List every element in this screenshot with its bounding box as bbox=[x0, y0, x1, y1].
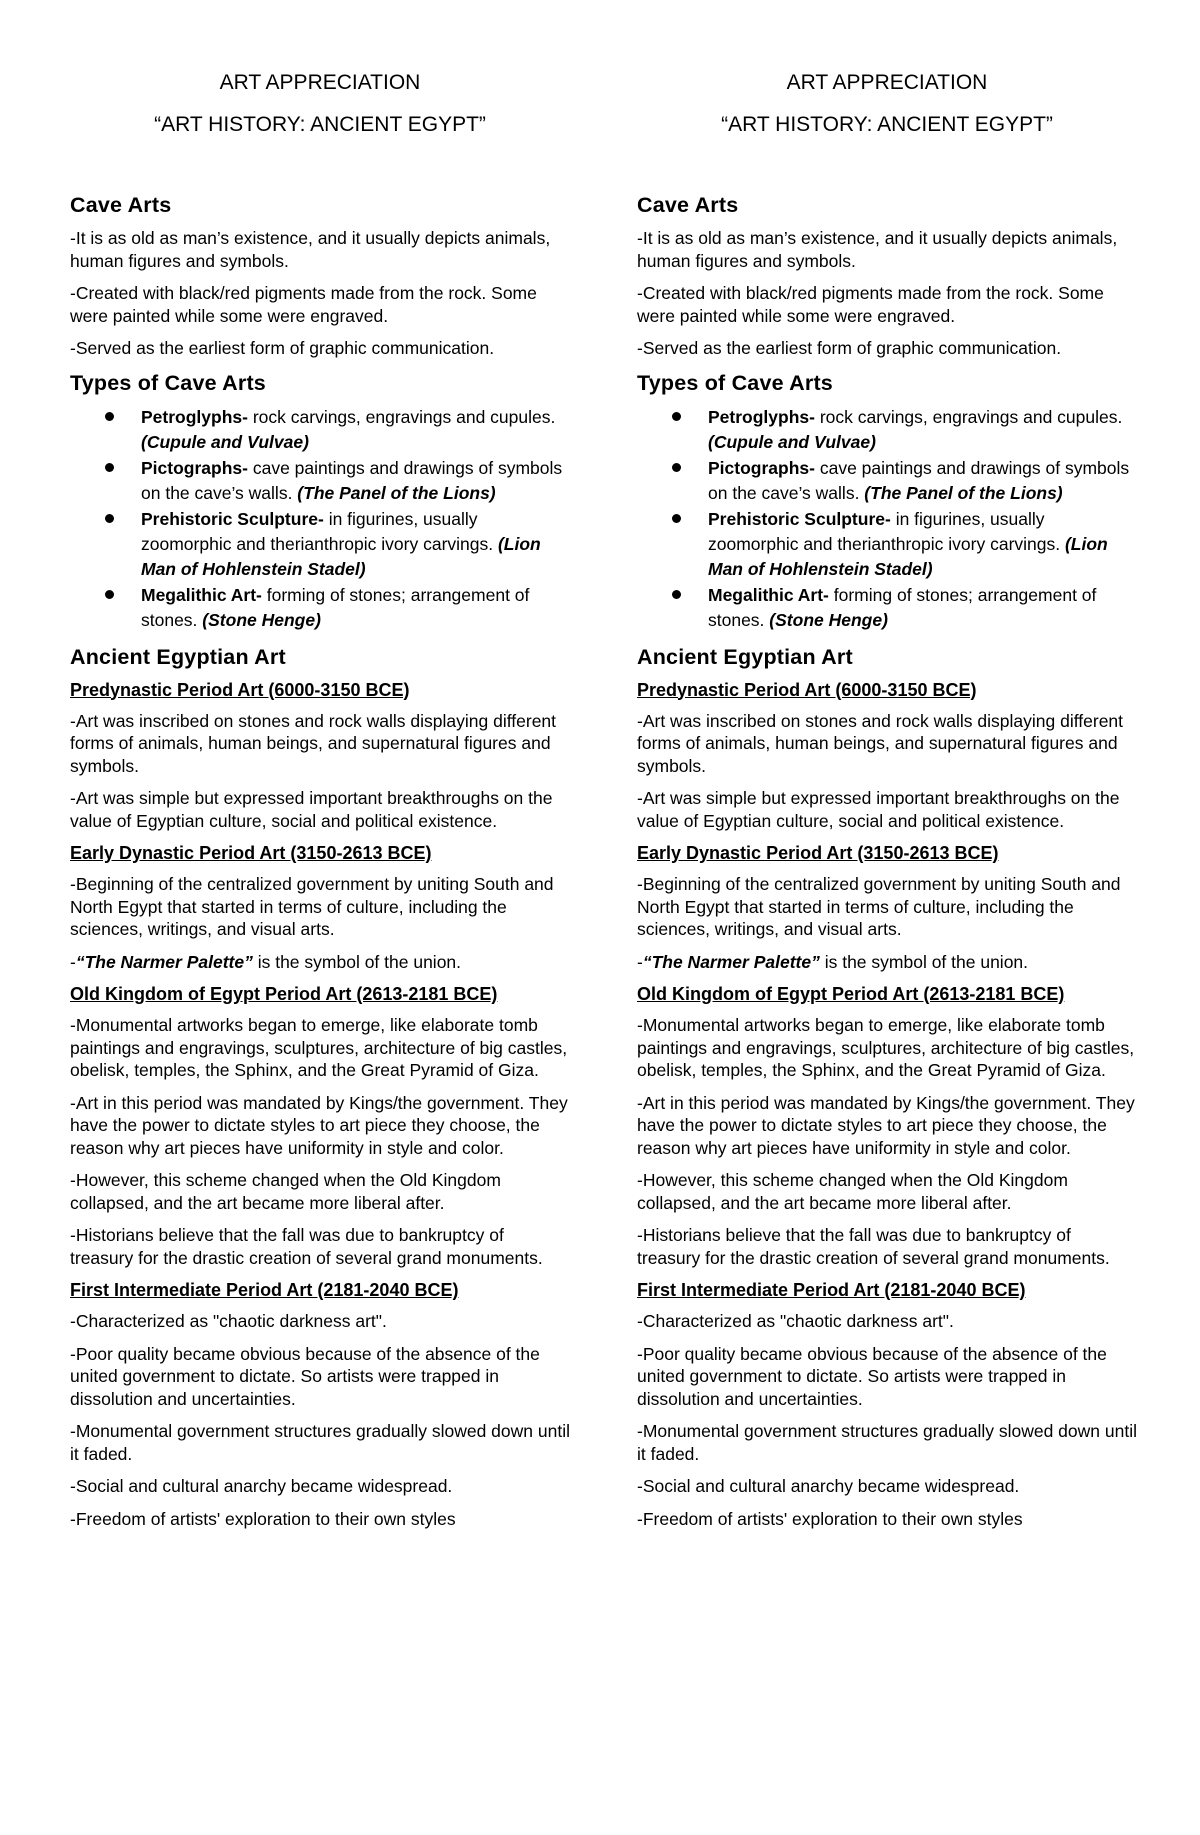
paragraph: -Served as the earliest form of graphic communication. bbox=[637, 338, 1062, 358]
paragraph: -Historians believe that the fall was due to bankruptcy of treasury for the drastic creation of several grand monuments. bbox=[70, 1225, 543, 1268]
paragraph: -Beginning of the centralized government by uniting South and North Egypt that started in terms of culture, including the sciences, writings, and visual arts. bbox=[637, 874, 1121, 939]
paragraph: -Freedom of artists' exploration to their own styles bbox=[637, 1508, 1023, 1529]
term: Prehistoric Sculpture- bbox=[708, 508, 891, 529]
list-item bbox=[637, 405, 1137, 455]
period-title-early-dynastic: Early Dynastic Period Art (3150-2613 BCE) bbox=[637, 843, 999, 863]
doc-title: ART APPRECIATION bbox=[786, 71, 988, 94]
paragraph: -Social and cultural anarchy became widespread. bbox=[637, 1476, 1020, 1496]
term: Petroglyphs- bbox=[708, 406, 815, 427]
list-item bbox=[637, 507, 1137, 582]
description: cave paintings and drawings of symbols on the cave’s walls. bbox=[141, 457, 563, 503]
paragraph: -Created with black/red pigments made from the rock. Some were painted while some were engraved. bbox=[637, 283, 1104, 326]
description: in figurines, usually zoomorphic and therianthropic ivory carvings. bbox=[708, 508, 1065, 554]
bullet-icon bbox=[672, 590, 681, 599]
cave-art-types-list bbox=[637, 405, 1137, 633]
description: forming of stones; arrangement of stones. bbox=[708, 584, 1097, 630]
paragraph: -Monumental artworks began to emerge, like elaborate tomb paintings and engravings, sculptures, architecture of big castles, obelisk, temples, the Sphinx, and the Great Pyramid of Giza. bbox=[70, 1015, 568, 1080]
paragraph: -Poor quality became obvious because of the absence of the united government to dictate. So artists were trapped in dissolution and uncertainties. bbox=[637, 1343, 1107, 1409]
doc-subtitle: “ART HISTORY: ANCIENT EGYPT” bbox=[721, 113, 1053, 136]
paragraph: -Characterized as "chaotic darkness art". bbox=[637, 1311, 954, 1331]
section-heading-egypt: Ancient Egyptian Art bbox=[637, 644, 853, 669]
list-item bbox=[637, 456, 1137, 506]
artwork-name: “The Narmer Palette” bbox=[642, 951, 820, 972]
list-item bbox=[70, 405, 570, 455]
term: Petroglyphs- bbox=[141, 406, 248, 427]
period-title-predynastic: Predynastic Period Art (6000-3150 BCE) bbox=[70, 679, 410, 700]
paragraph: -Monumental government structures gradually slowed down until it faded. bbox=[637, 1421, 1137, 1464]
description: rock carvings, engravings and cupules. bbox=[814, 406, 1123, 427]
paragraph: -It is as old as man’s existence, and it usually depicts animals, human figures and symbols. bbox=[637, 228, 1118, 271]
paragraph: -Monumental government structures gradually slowed down until it faded. bbox=[70, 1421, 570, 1464]
period-title-early-dynastic: Early Dynastic Period Art (3150-2613 BCE) bbox=[70, 843, 432, 863]
list-item bbox=[70, 507, 570, 582]
text: is the symbol of the union. bbox=[252, 951, 462, 972]
paragraph: -Freedom of artists' exploration to their own styles bbox=[70, 1508, 456, 1529]
example: (Lion Man of Hohlenstein Stadel) bbox=[141, 533, 541, 579]
example: (The Panel of the Lions) bbox=[297, 482, 496, 503]
term: Prehistoric Sculpture- bbox=[141, 508, 324, 529]
period-title-predynastic: Predynastic Period Art (6000-3150 BCE) bbox=[637, 679, 977, 700]
handout-column-left bbox=[70, 70, 570, 1540]
paragraph: -Created with black/red pigments made from the rock. Some were painted while some were engraved. bbox=[70, 283, 537, 326]
doc-title: ART APPRECIATION bbox=[219, 71, 421, 94]
period-title-first-intermediate: First Intermediate Period Art (2181-2040 BCE) bbox=[637, 1280, 1026, 1300]
paragraph: -Monumental artworks began to emerge, like elaborate tomb paintings and engravings, sculptures, architecture of big castles, obelisk, temples, the Sphinx, and the Great Pyramid of Giza. bbox=[637, 1015, 1135, 1080]
paragraph: -Art was inscribed on stones and rock walls displaying different forms of animals, human beings, and supernatural figures and symbols. bbox=[70, 710, 557, 776]
description: forming of stones; arrangement of stones. bbox=[141, 584, 530, 630]
bullet-icon bbox=[105, 463, 114, 472]
paragraph: -Art was simple but expressed important breakthroughs on the value of Egyptian culture, social and political existence. bbox=[637, 788, 1120, 831]
description: rock carvings, engravings and cupules. bbox=[247, 406, 556, 427]
description: cave paintings and drawings of symbols on the cave’s walls. bbox=[708, 457, 1130, 503]
paragraph: -Art in this period was mandated by Kings/the government. They have the power to dictate styles to art piece they choose, the reason why art pieces have uniformity in style and color. bbox=[70, 1092, 568, 1158]
example: (The Panel of the Lions) bbox=[864, 482, 1063, 503]
paragraph-narmer bbox=[70, 951, 570, 974]
period-title-first-intermediate: First Intermediate Period Art (2181-2040 BCE) bbox=[70, 1280, 459, 1300]
paragraph: -Historians believe that the fall was due to bankruptcy of treasury for the drastic creation of several grand monuments. bbox=[637, 1225, 1110, 1268]
section-heading-types: Types of Cave Arts bbox=[637, 370, 833, 395]
example: (Cupule and Vulvae) bbox=[708, 431, 876, 452]
period-title-old-kingdom: Old Kingdom of Egypt Period Art (2613-2181 BCE) bbox=[70, 984, 498, 1004]
term: Pictographs- bbox=[708, 457, 815, 478]
paragraph: -However, this scheme changed when the Old Kingdom collapsed, and the art became more liberal after. bbox=[70, 1170, 501, 1213]
example: (Cupule and Vulvae) bbox=[141, 431, 309, 452]
example: (Stone Henge) bbox=[769, 609, 888, 630]
paragraph: -Poor quality became obvious because of the absence of the united government to dictate. So artists were trapped in dissolution and uncertainties. bbox=[70, 1343, 540, 1409]
paragraph: -Art was simple but expressed important breakthroughs on the value of Egyptian culture, social and political existence. bbox=[70, 788, 553, 831]
paragraph: -Social and cultural anarchy became widespread. bbox=[70, 1476, 453, 1496]
dash: - bbox=[637, 951, 643, 972]
description: in figurines, usually zoomorphic and therianthropic ivory carvings. bbox=[141, 508, 498, 554]
paragraph: -However, this scheme changed when the Old Kingdom collapsed, and the art became more liberal after. bbox=[637, 1170, 1068, 1213]
paragraph: -Art was inscribed on stones and rock walls displaying different forms of animals, human beings, and supernatural figures and symbols. bbox=[637, 710, 1124, 776]
example: (Stone Henge) bbox=[202, 609, 321, 630]
text: is the symbol of the union. bbox=[819, 951, 1029, 972]
section-heading-egypt: Ancient Egyptian Art bbox=[70, 644, 286, 669]
cave-art-types-list bbox=[70, 405, 570, 633]
example: (Lion Man of Hohlenstein Stadel) bbox=[708, 533, 1108, 579]
list-item bbox=[637, 583, 1137, 633]
term: Megalithic Art- bbox=[708, 584, 829, 605]
bullet-icon bbox=[105, 412, 114, 421]
bullet-icon bbox=[672, 463, 681, 472]
term: Pictographs- bbox=[141, 457, 248, 478]
list-item bbox=[70, 583, 570, 633]
section-heading-cave-arts: Cave Arts bbox=[70, 193, 172, 217]
paragraph: -It is as old as man’s existence, and it usually depicts animals, human figures and symbols. bbox=[70, 228, 551, 271]
bullet-icon bbox=[105, 590, 114, 599]
bullet-icon bbox=[672, 514, 681, 523]
handout-column-right bbox=[637, 70, 1137, 1540]
doc-subtitle: “ART HISTORY: ANCIENT EGYPT” bbox=[154, 113, 486, 136]
paragraph-narmer bbox=[637, 951, 1137, 974]
artwork-name: “The Narmer Palette” bbox=[75, 951, 253, 972]
period-title-old-kingdom: Old Kingdom of Egypt Period Art (2613-2181 BCE) bbox=[637, 984, 1065, 1004]
list-item bbox=[70, 456, 570, 506]
paragraph: -Beginning of the centralized government by uniting South and North Egypt that started in terms of culture, including the sciences, writings, and visual arts. bbox=[70, 874, 554, 939]
section-heading-types: Types of Cave Arts bbox=[70, 370, 266, 395]
paragraph: -Art in this period was mandated by Kings/the government. They have the power to dictate styles to art piece they choose, the reason why art pieces have uniformity in style and color. bbox=[637, 1092, 1135, 1158]
paragraph: -Served as the earliest form of graphic communication. bbox=[70, 338, 495, 358]
term: Megalithic Art- bbox=[141, 584, 262, 605]
bullet-icon bbox=[105, 514, 114, 523]
bullet-icon bbox=[672, 412, 681, 421]
paragraph: -Characterized as "chaotic darkness art". bbox=[70, 1311, 387, 1331]
section-heading-cave-arts: Cave Arts bbox=[637, 193, 739, 217]
dash: - bbox=[70, 951, 76, 972]
